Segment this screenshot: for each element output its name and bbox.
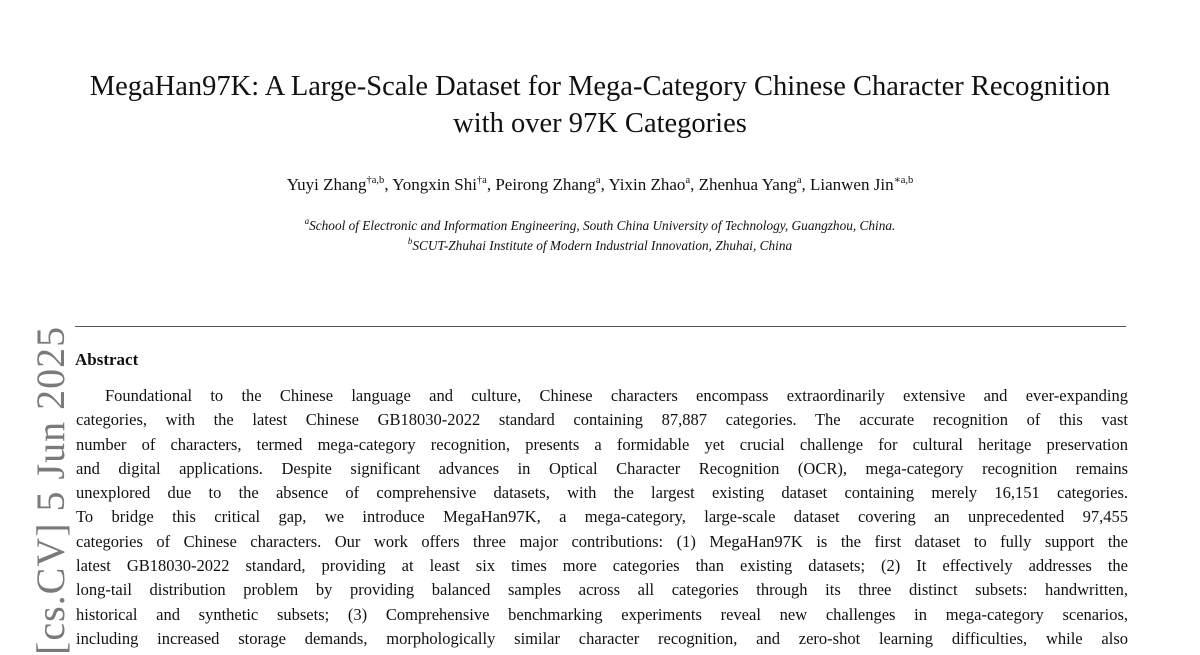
author-affiliation-mark: †a,b xyxy=(366,175,385,186)
abstract-line: latest GB18030-2022 standard, providing at least six times more categories than existing datasets; (2) It effectively addresses the xyxy=(76,556,1128,576)
author-name: Lianwen Jin xyxy=(810,175,894,194)
author-name: Yuyi Zhang xyxy=(286,175,367,194)
paper-title-line-1: MegaHan97K: A Large-Scale Dataset for Mega-Category Chinese Character Recognition xyxy=(89,71,1111,102)
arxiv-side-stamp: [cs.CV] 5 Jun 2025 xyxy=(28,325,73,655)
author-name: Yixin Zhao xyxy=(608,175,686,194)
affiliation-b xyxy=(60,237,1140,255)
affiliation-a xyxy=(60,217,1140,235)
abstract-line: categories of Chinese characters. Our work offers three major contributions: (1) MegaHan97K is the first dataset to fully support the xyxy=(76,531,1128,551)
abstract-line: historical and synthetic subsets; (3) Comprehensive benchmarking experiments reveal new challenges in mega-category scenarios, xyxy=(76,604,1128,624)
paper-title-line-2: with over 97K Categories xyxy=(453,108,747,139)
author-affiliation-mark: ∗a,b xyxy=(893,175,914,186)
affiliation-mark: b xyxy=(407,236,413,246)
abstract-line: unexplored due to the absence of comprehensive datasets, with the largest existing dataset containing merely 16,151 categories. xyxy=(76,483,1128,503)
author-affiliation-mark: †a xyxy=(476,175,487,186)
author-name: Zhenhua Yang xyxy=(698,175,797,194)
abstract-heading: Abstract xyxy=(75,350,139,369)
abstract-line: and digital applications. Despite significant advances in Optical Character Recognition (OCR), mega-category recognition remains xyxy=(76,458,1128,478)
paper-title xyxy=(60,68,1140,142)
abstract-line: categories, with the latest Chinese GB18030-2022 standard containing 87,887 categories. The accurate recognition of this vast xyxy=(76,410,1128,430)
horizontal-rule xyxy=(75,326,1126,327)
abstract-line: long-tail distribution problem by providing balanced samples across all categories through its three distinct subsets: handwritten, xyxy=(76,580,1128,600)
author-list xyxy=(60,174,1140,196)
author-affiliation-mark: a xyxy=(685,175,691,186)
abstract-line: Foundational to the Chinese language and culture, Chinese characters encompass extraordinarily extensive and ever-expanding xyxy=(105,386,1128,405)
author-name: Peirong Zhang xyxy=(495,175,596,194)
author-affiliation-mark: a xyxy=(796,175,802,186)
abstract-line: number of characters, termed mega-category recognition, presents a formidable yet crucial challenge for cultural heritage preservation xyxy=(76,434,1128,454)
abstract-body xyxy=(76,384,1128,651)
author-separator: , xyxy=(600,175,609,194)
abstract-line: To bridge this critical gap, we introduce MegaHan97K, a mega-category, large-scale dataset covering an unprecedented 97,455 xyxy=(76,507,1128,527)
affiliation-text: SCUT-Zhuhai Institute of Modern Industrial Innovation, Zhuhai, China xyxy=(412,238,793,253)
author-separator: , xyxy=(486,175,496,194)
abstract-line: including increased storage demands, morphologically similar character recognition, and zero-shot learning difficulties, while also xyxy=(76,628,1128,648)
author-separator: , xyxy=(384,175,393,194)
author-separator: , xyxy=(690,175,699,194)
author-affiliation-mark: a xyxy=(595,175,601,186)
affiliation-mark: a xyxy=(304,216,310,226)
affiliation-text: School of Electronic and Information Engineering, South China University of Technology, Guangzhou, China. xyxy=(309,218,896,233)
author-separator: , xyxy=(801,175,810,194)
author-name: Yongxin Shi xyxy=(392,175,477,194)
